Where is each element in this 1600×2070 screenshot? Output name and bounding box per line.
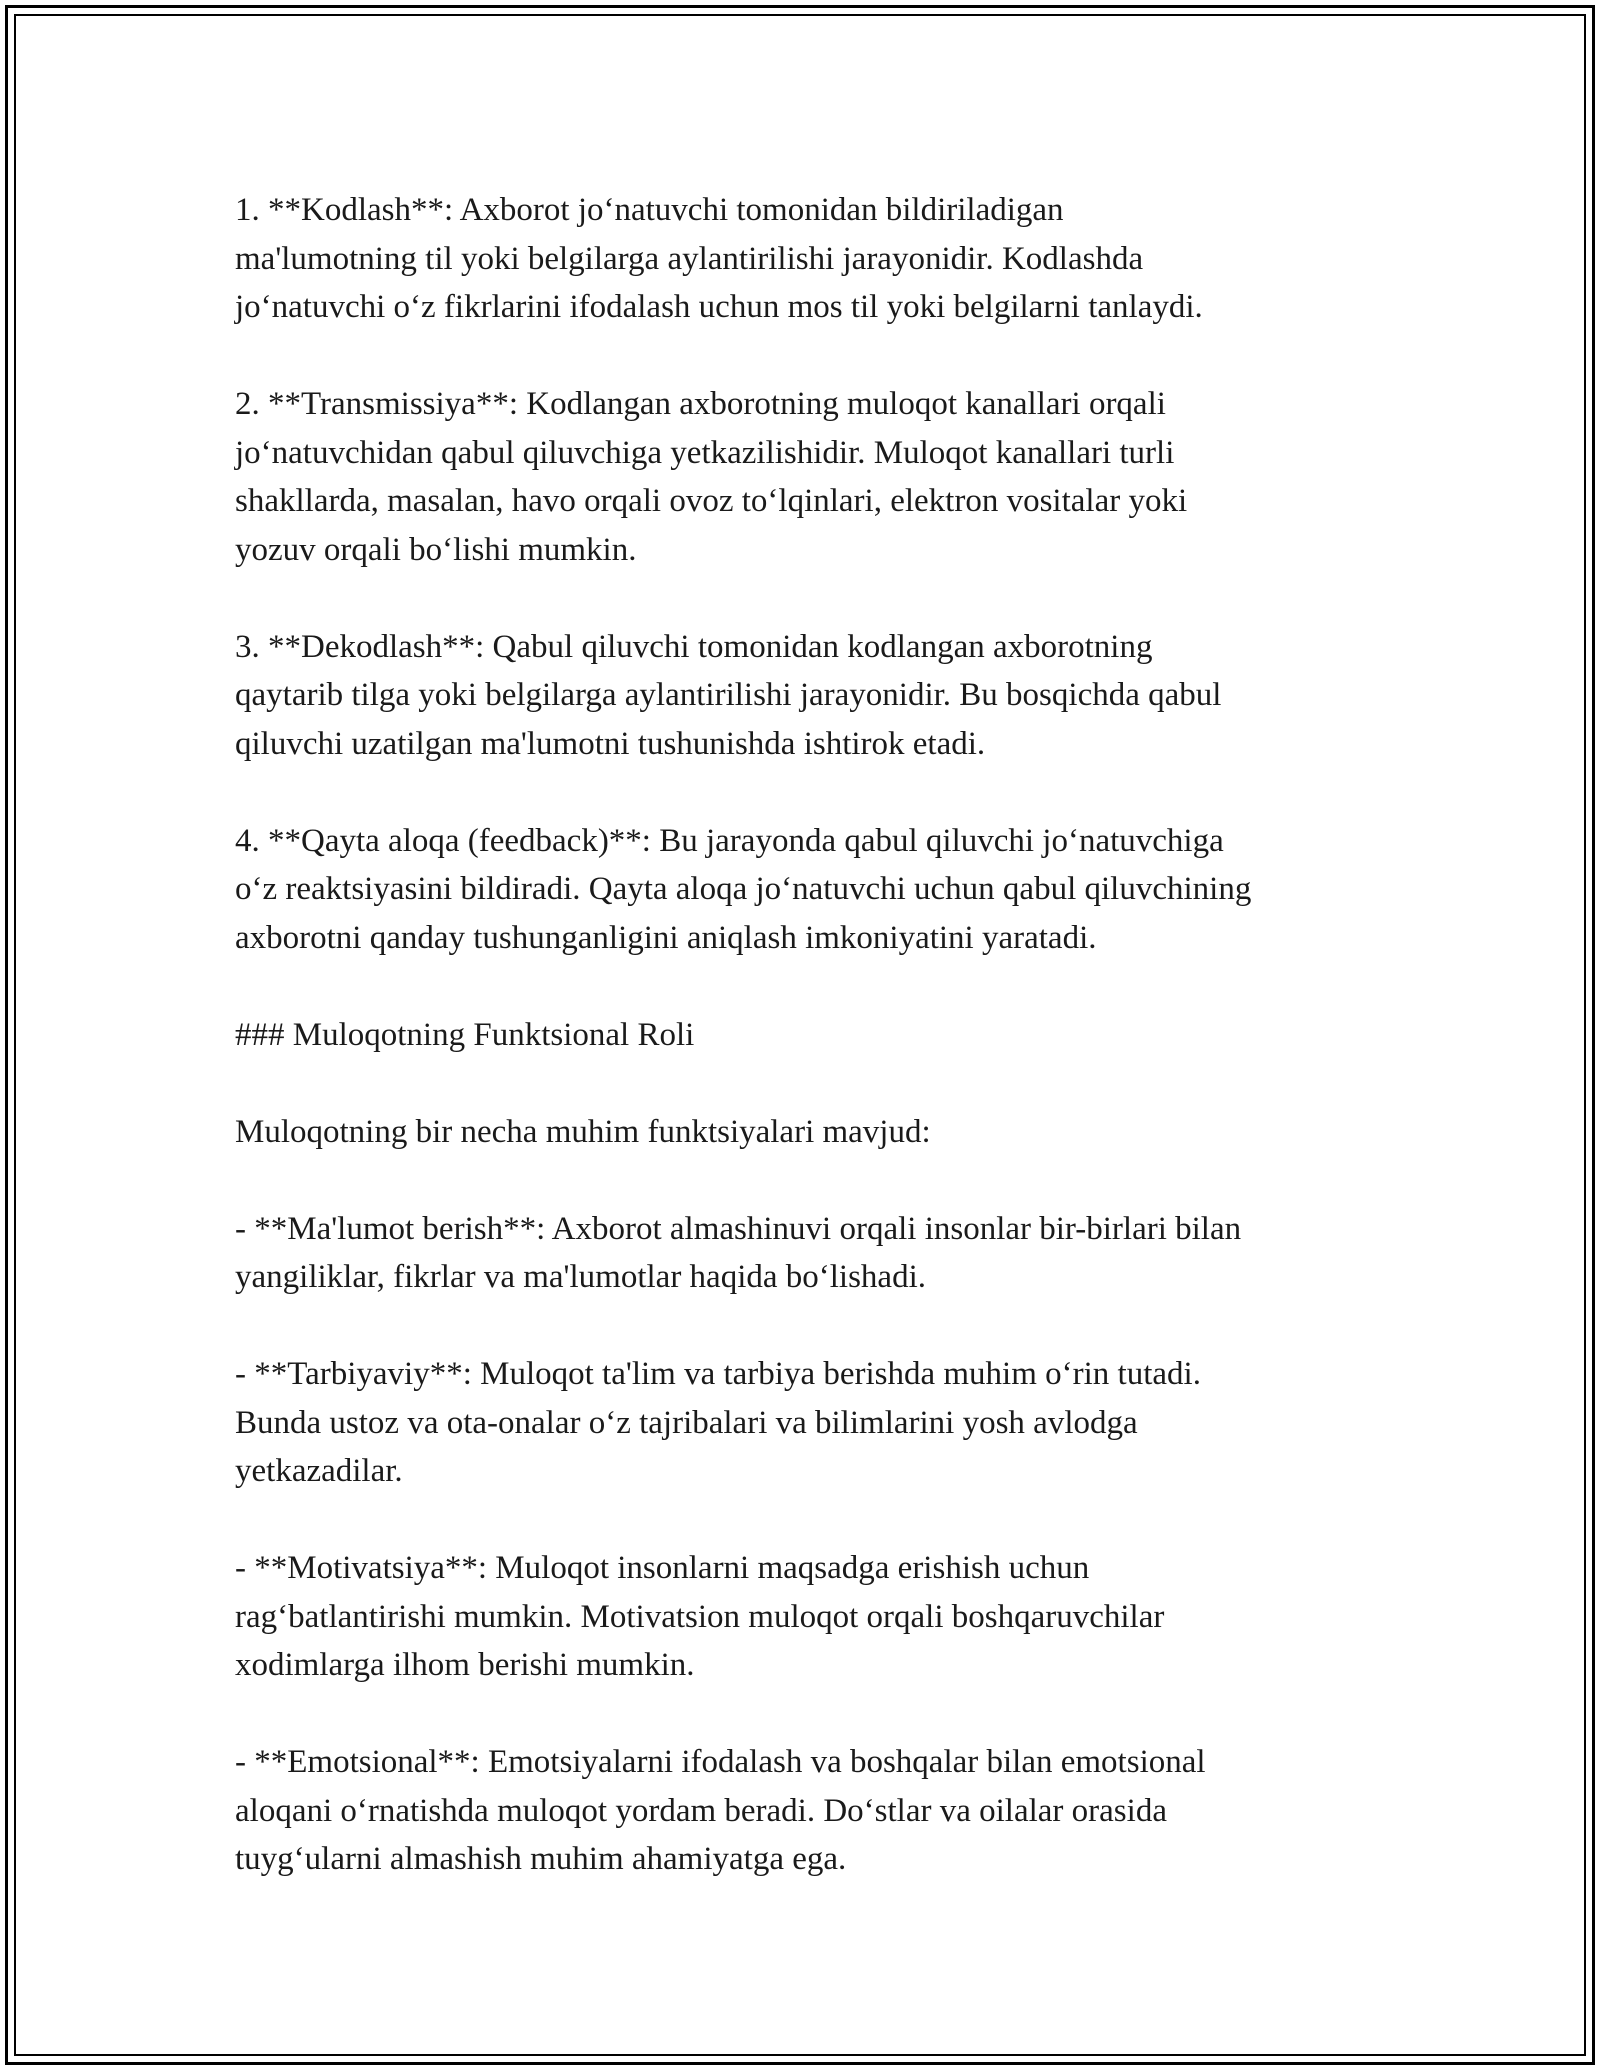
paragraph-qayta-aloqa: 4. **Qayta aloqa (feedback)**: Bu jarayonda qabul qiluvchi jo‘natuvchiga o‘z reaktsiyasini bildiradi. Qayta aloqa jo‘natuvchi uchun qabul qiluvchining axborotni qanday tushunganligini aniqlash imkoniyatini yaratadi. [235, 822, 1252, 956]
list-item-malumot-berish: - **Ma'lumot berish**: Axborot almashinuvi orqali insonlar bir-birlari bilan yangiliklar, fikrlar va ma'lumotlar haqida bo‘lishadi. [235, 1210, 1242, 1295]
list-item-tarbiyaviy: - **Tarbiyaviy**: Muloqot ta'lim va tarbiya berishda muhim o‘rin tutadi. Bunda ustoz va ota-onalar o‘z tajribalari va bilimlarini yosh avlodga yetkazadilar. [235, 1356, 1201, 1489]
paragraph-dekodlash: 3. **Dekodlash**: Qabul qiluvchi tomonidan kodlangan axborotning qaytarib tilga yoki belgilarga aylantirilishi jarayonidir. Bu bosqichda qabul qiluvchi uzatilgan ma'lumotni tushunishda ishtirok etadi. [235, 628, 1222, 762]
paragraph-transmissiya: 2. **Transmissiya**: Kodlangan axborotning muloqot kanallari orqali jo‘natuvchidan qabul qiluvchiga yetkazilishidir. Muloqot kanallari turli shakllarda, masalan, havo orqali ovoz to‘lqinlari, elektron vositalar yoki yozuv orqali bo‘lishi mumkin. [235, 386, 1188, 568]
section-heading: ### Muloqotning Funktsional Roli [235, 1016, 695, 1053]
document-body [235, 186, 1385, 1884]
list-item-emotsional: - **Emotsional**: Emotsiyalarni ifodalash va boshqalar bilan emotsional aloqani o‘rnatishda muloqot yordam beradi. Do‘stlar va oilalar orasida tuyg‘ularni almashish muhim ahamiyatga ega. [235, 1744, 1206, 1877]
paragraph-kodlash: 1. **Kodlash**: Axborot jo‘natuvchi tomonidan bildiriladigan ma'lumotning til yoki belgilarga aylantirilishi jarayonidir. Kodlashda jo‘natuvchi o‘z fikrlarini ifodalash uchun mos til yoki belgilarni tanlaydi. [235, 192, 1203, 325]
paragraph-intro: Muloqotning bir necha muhim funktsiyalari mavjud: [235, 1113, 931, 1150]
list-item-motivatsiya: - **Motivatsiya**: Muloqot insonlarni maqsadga erishish uchun rag‘batlantirishi mumkin. Motivatsion muloqot orqali boshqaruvchilar xodimlarga ilhom berishi mumkin. [235, 1550, 1165, 1683]
